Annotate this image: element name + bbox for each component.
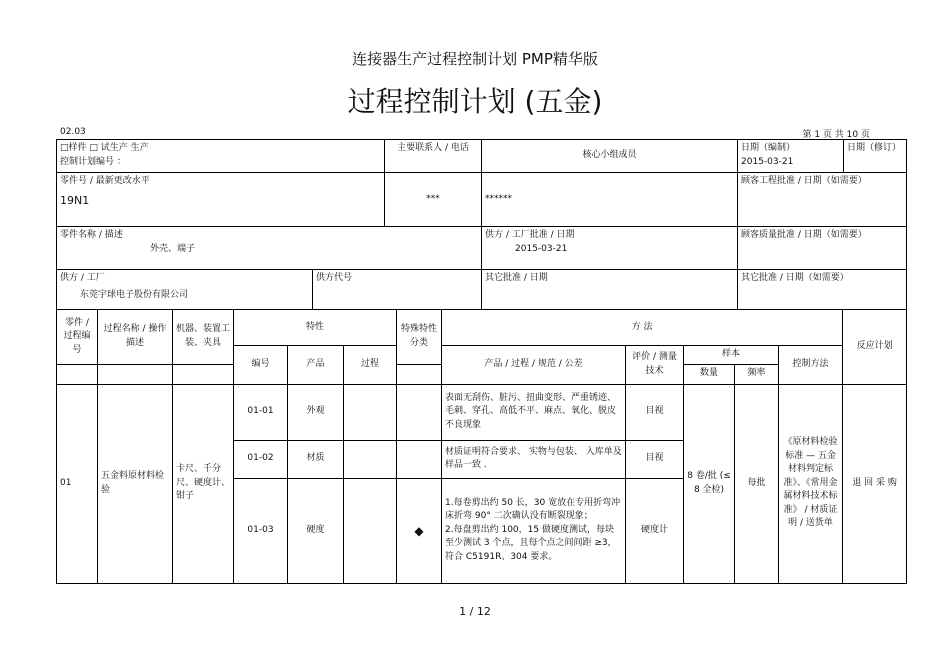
part-name-label: 零件名称 / 描述 — [60, 230, 123, 240]
col-special-class: 特殊特性分类 — [397, 310, 442, 365]
row-spec: 表面无刮伤、脏污、扭曲变形、严重锈迹、毛刺、穿孔、高低不平、麻点、氧化、脱皮不良现象 — [442, 384, 626, 440]
process-sample-qty: 8 卷/批 (≤ 8 全检) — [684, 384, 735, 583]
col-spec: 产品 / 过程 / 规范 / 公差 — [442, 346, 626, 385]
supplier-cell — [57, 270, 313, 310]
customer-quality-approval: 顾客质量批准 / 日期（如需要） — [738, 227, 907, 270]
document-number: 02.03 — [60, 127, 86, 137]
process-sample-freq: 每批 — [735, 384, 779, 583]
other-approval-optional-label: 其它批准 / 日期（如需要） — [738, 270, 907, 310]
col-machine-cont — [173, 364, 234, 384]
date-compiled-label: 日期（编制） — [741, 143, 796, 153]
col-method: 方 法 — [442, 310, 843, 346]
date-compiled-value: 2015-03-21 — [741, 156, 794, 167]
col-sample-freq: 频率 — [735, 364, 779, 384]
row-code: 01-02 — [234, 440, 288, 478]
special-characteristic-diamond-icon: ◆ — [397, 478, 442, 583]
row-special — [397, 440, 442, 478]
row-spec: 材质证明符合要求、 实物与包装、 入库单及样品一致 . — [442, 440, 626, 478]
part-name-value: 外壳、端子 — [150, 243, 196, 254]
part-number-label: 零件号 / 最新更改水平 — [60, 176, 150, 186]
page-info: 第 1 页 共 10 页 — [802, 130, 870, 140]
row-spec — [442, 478, 626, 583]
row-product: 外观 — [288, 384, 344, 440]
col-special-class-cont — [397, 364, 442, 384]
row-product: 材质 — [288, 440, 344, 478]
customer-engineering-approval: 顾客工程批准 / 日期（如需要） — [738, 173, 907, 227]
col-process-name: 过程名称 / 操作描述 — [98, 310, 173, 365]
col-sample: 样本 — [684, 346, 779, 365]
stage-options: □样件 □ 试生产 生产 — [60, 143, 149, 153]
col-reaction-plan: 反应计划 — [843, 310, 907, 385]
col-part-process-no-cont — [57, 364, 98, 384]
col-sample-qty: 数量 — [684, 364, 735, 384]
date-compiled-cell — [738, 140, 844, 173]
control-plan-header-table — [56, 139, 907, 310]
date-revised-label: 日期（修订） — [844, 140, 907, 173]
col-char-no: 编号 — [234, 346, 288, 385]
other-approval-label: 其它批准 / 日期 — [482, 270, 738, 310]
supplier-label: 供方 / 工厂 — [60, 273, 105, 283]
part-number-cell — [57, 173, 385, 227]
row-spec-line-1: 1.每卷剪出约 50 长，30 宽放在专用折弯冲床折弯 90° 二次确认没有断裂现象； — [445, 497, 621, 522]
document-subtitle: 连接器生产过程控制计划 PMP精华版 — [352, 50, 598, 68]
col-part-process-no: 零件 / 过程编号 — [57, 310, 98, 365]
row-special — [397, 384, 442, 440]
team-label: 核心小组成员 — [482, 140, 738, 173]
row-eval: 目视 — [626, 384, 684, 440]
process-name: 五金料原材料检验 — [98, 384, 173, 583]
part-number-value: 19N1 — [60, 193, 90, 207]
process-control-method: 《原材料检验标准 — 五金材料判定标准》、《常用金属材料技术标准》 / 材质证明 / 送货单 — [779, 384, 843, 583]
supplier-approval-cell — [482, 227, 738, 270]
col-char-process: 过程 — [344, 346, 397, 385]
control-plan-detail-table — [56, 309, 907, 584]
row-process — [344, 440, 397, 478]
row-eval: 硬度计 — [626, 478, 684, 583]
process-machine: 卡尺、千分尺、硬度计、钳子 — [173, 384, 234, 583]
supplier-code-label: 供方代号 — [313, 270, 482, 310]
contact-value: *** — [385, 173, 482, 227]
process-number: 01 — [57, 384, 98, 583]
row-eval: 目视 — [626, 440, 684, 478]
page-footer: 1 / 12 — [459, 605, 491, 618]
contact-label: 主要联系人 / 电话 — [385, 140, 482, 173]
col-control-method: 控制方法 — [779, 346, 843, 385]
row-code: 01-03 — [234, 478, 288, 583]
col-eval: 评价 / 测量技术 — [626, 346, 684, 385]
col-process-name-cont — [98, 364, 173, 384]
stage-cell — [57, 140, 385, 173]
col-machine: 机器、装置工装、夹具 — [173, 310, 234, 365]
document-title: 过程控制计划 (五金) — [347, 85, 603, 118]
row-code: 01-01 — [234, 384, 288, 440]
supplier-value: 东莞宇球电子股份有限公司 — [80, 289, 189, 300]
col-characteristics: 特性 — [234, 310, 397, 346]
process-reaction-plan: 退 回 采 购 — [843, 384, 907, 583]
team-value: ****** — [482, 173, 738, 227]
row-process — [344, 384, 397, 440]
part-name-cell — [57, 227, 482, 270]
row-product: 硬度 — [288, 478, 344, 583]
supplier-approval-value: 2015-03-21 — [515, 243, 568, 254]
row-spec-line-2: 2.每盘剪出约 100，15 做硬度测试，每块至少测试 3 个点，且每个点之间间距 ≥3，符合 C5191R、304 要求。 — [445, 524, 617, 562]
row-process — [344, 478, 397, 583]
plan-number-label: 控制计划编号 ： — [60, 156, 126, 167]
supplier-approval-label: 供方 / 工厂批准 / 日期 — [485, 230, 575, 240]
col-char-product: 产品 — [288, 346, 344, 385]
